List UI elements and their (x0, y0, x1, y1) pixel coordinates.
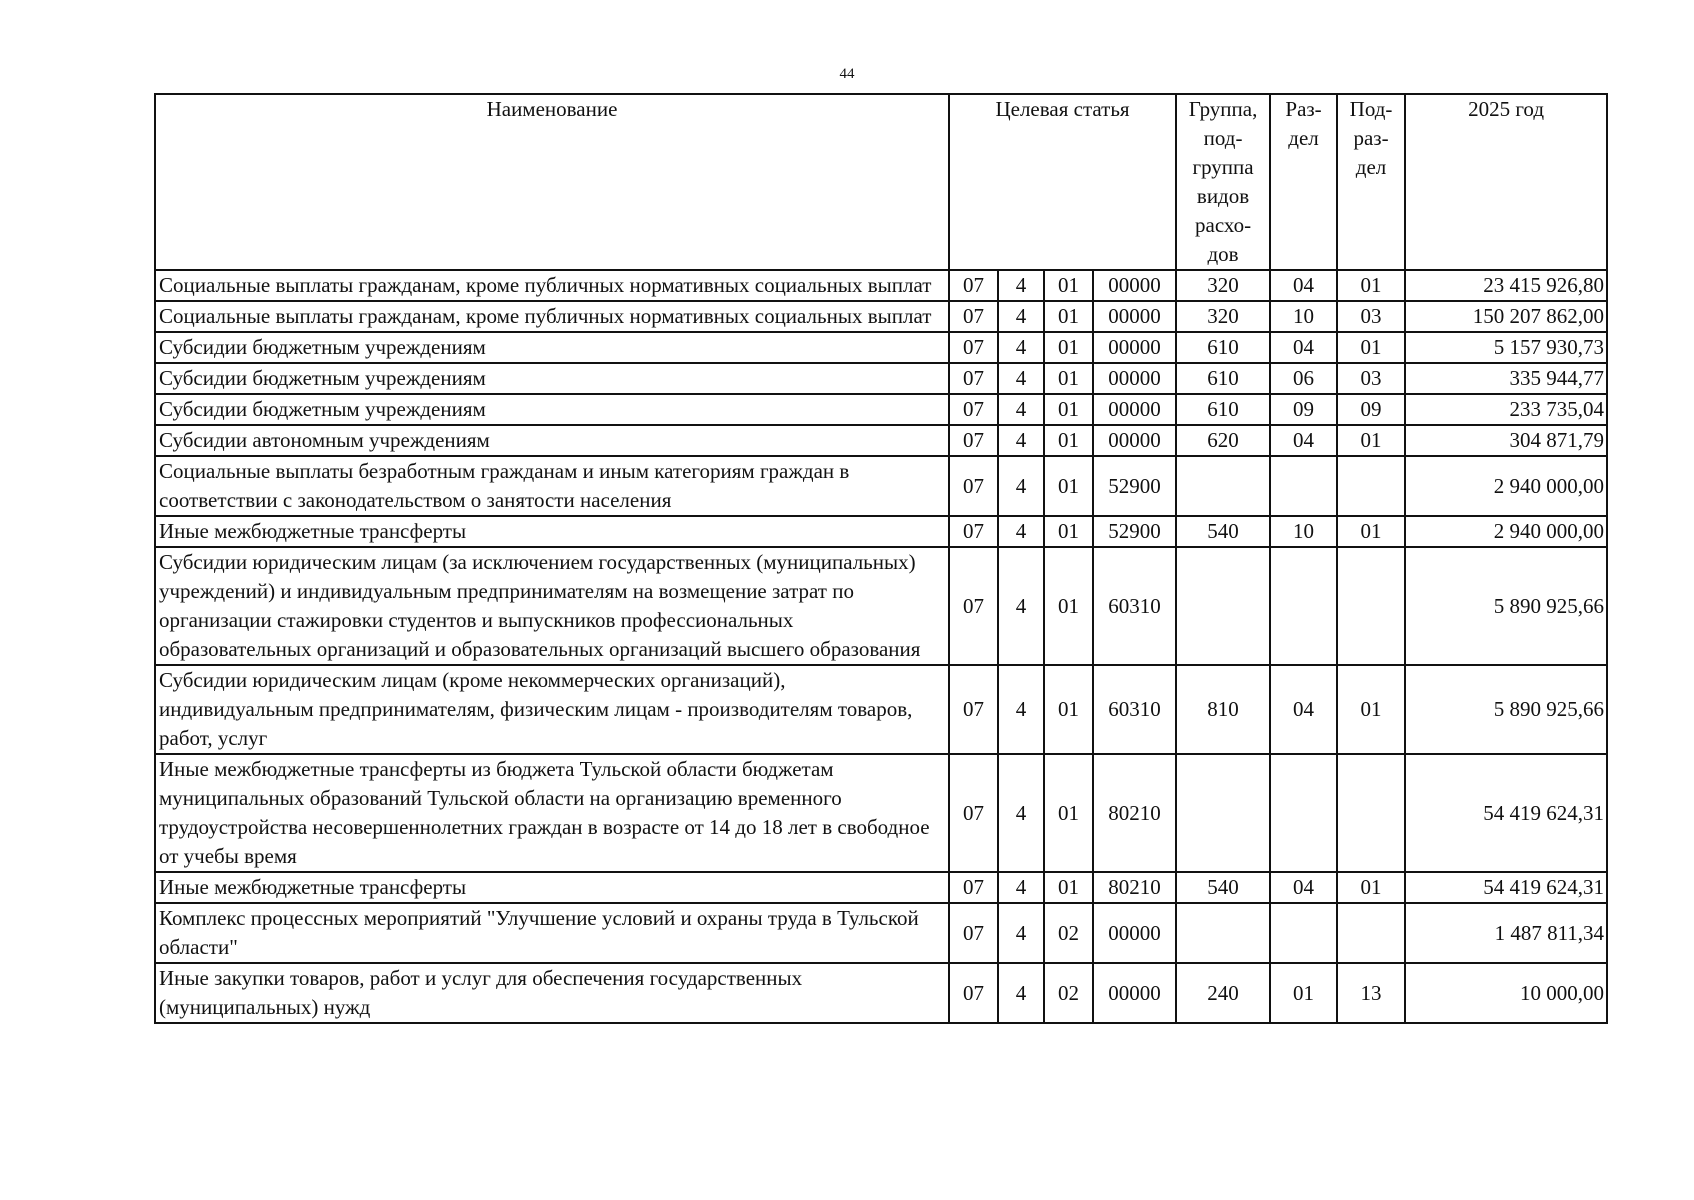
cell-target-article-type: 4 (998, 754, 1044, 872)
cell-target-article-subprogram: 01 (1044, 665, 1093, 754)
cell-name: Социальные выплаты безработным гражданам и иным категориям граждан в соответствии с законодательством о занятости населения (155, 456, 949, 516)
cell-amount-2025: 54 419 624,31 (1405, 754, 1607, 872)
cell-target-article-subprogram: 01 (1044, 363, 1093, 394)
cell-target-article-type: 4 (998, 425, 1044, 456)
cell-expense-group: 540 (1176, 516, 1270, 547)
cell-section: 04 (1270, 872, 1337, 903)
cell-target-article-program: 07 (949, 363, 998, 394)
cell-name: Субсидии автономным учреждениям (155, 425, 949, 456)
cell-target-article-program: 07 (949, 332, 998, 363)
cell-expense-group: 320 (1176, 270, 1270, 301)
cell-target-article-program: 07 (949, 425, 998, 456)
table-row (155, 301, 1607, 332)
cell-target-article-direction: 00000 (1093, 363, 1176, 394)
cell-section: 10 (1270, 516, 1337, 547)
cell-amount-2025: 150 207 862,00 (1405, 301, 1607, 332)
cell-amount-2025: 5 890 925,66 (1405, 547, 1607, 665)
cell-target-article-subprogram: 01 (1044, 547, 1093, 665)
cell-target-article-direction: 52900 (1093, 516, 1176, 547)
cell-amount-2025: 23 415 926,80 (1405, 270, 1607, 301)
cell-amount-2025: 5 157 930,73 (1405, 332, 1607, 363)
cell-target-article-direction: 60310 (1093, 665, 1176, 754)
cell-target-article-direction: 00000 (1093, 963, 1176, 1023)
cell-name: Субсидии бюджетным учреждениям (155, 363, 949, 394)
cell-section: 09 (1270, 394, 1337, 425)
table-row (155, 456, 1607, 516)
cell-section (1270, 456, 1337, 516)
cell-section (1270, 754, 1337, 872)
cell-target-article-type: 4 (998, 903, 1044, 963)
cell-section: 06 (1270, 363, 1337, 394)
cell-expense-group (1176, 456, 1270, 516)
cell-name: Иные межбюджетные трансферты (155, 872, 949, 903)
cell-target-article-subprogram: 01 (1044, 332, 1093, 363)
cell-subsection: 09 (1337, 394, 1405, 425)
cell-expense-group (1176, 903, 1270, 963)
cell-target-article-type: 4 (998, 270, 1044, 301)
cell-subsection (1337, 547, 1405, 665)
cell-target-article-type: 4 (998, 456, 1044, 516)
cell-name: Иные межбюджетные трансферты из бюджета Тульской области бюджетам муниципальных образований Тульской области на организацию временного трудоустройства несовершеннолетних граждан в возрасте от 14 до 18 лет в свободное от учебы время (155, 754, 949, 872)
cell-amount-2025: 5 890 925,66 (1405, 665, 1607, 754)
cell-target-article-type: 4 (998, 963, 1044, 1023)
cell-target-article-direction: 00000 (1093, 425, 1176, 456)
header-target-article: Целевая статья (949, 94, 1176, 270)
cell-name: Субсидии юридическим лицам (за исключением государственных (муниципальных) учреждений) и индивидуальным предпринимателям на возмещение затрат по организации стажировки студентов и выпускников профессиональных образовательных организаций и образовательных организаций высшего образования (155, 547, 949, 665)
cell-target-article-subprogram: 01 (1044, 516, 1093, 547)
cell-target-article-subprogram: 01 (1044, 456, 1093, 516)
cell-target-article-subprogram: 01 (1044, 754, 1093, 872)
table-row (155, 425, 1607, 456)
cell-target-article-program: 07 (949, 270, 998, 301)
cell-target-article-direction: 00000 (1093, 301, 1176, 332)
cell-section: 04 (1270, 665, 1337, 754)
cell-amount-2025: 304 871,79 (1405, 425, 1607, 456)
cell-section (1270, 547, 1337, 665)
cell-subsection: 01 (1337, 516, 1405, 547)
cell-section: 10 (1270, 301, 1337, 332)
header-group: Группа, под-группа видов расхо-дов (1176, 94, 1270, 270)
cell-subsection: 01 (1337, 665, 1405, 754)
table-row (155, 872, 1607, 903)
table-row (155, 270, 1607, 301)
cell-subsection: 03 (1337, 301, 1405, 332)
cell-name: Субсидии юридическим лицам (кроме некоммерческих организаций), индивидуальным предпринимателям, физическим лицам - производителям товаров, работ, услуг (155, 665, 949, 754)
cell-target-article-type: 4 (998, 394, 1044, 425)
cell-expense-group: 620 (1176, 425, 1270, 456)
cell-section: 04 (1270, 270, 1337, 301)
cell-target-article-type: 4 (998, 665, 1044, 754)
cell-name: Социальные выплаты гражданам, кроме публичных нормативных социальных выплат (155, 270, 949, 301)
cell-subsection (1337, 754, 1405, 872)
cell-expense-group: 810 (1176, 665, 1270, 754)
cell-target-article-program: 07 (949, 456, 998, 516)
cell-target-article-subprogram: 01 (1044, 270, 1093, 301)
cell-amount-2025: 2 940 000,00 (1405, 516, 1607, 547)
cell-section: 04 (1270, 332, 1337, 363)
cell-name: Иные закупки товаров, работ и услуг для обеспечения государственных (муниципальных) нужд (155, 963, 949, 1023)
cell-subsection (1337, 456, 1405, 516)
cell-target-article-type: 4 (998, 301, 1044, 332)
cell-expense-group: 240 (1176, 963, 1270, 1023)
cell-subsection (1337, 903, 1405, 963)
cell-target-article-program: 07 (949, 394, 998, 425)
table-row (155, 665, 1607, 754)
cell-subsection: 01 (1337, 270, 1405, 301)
cell-target-article-program: 07 (949, 547, 998, 665)
cell-target-article-program: 07 (949, 665, 998, 754)
cell-target-article-program: 07 (949, 301, 998, 332)
cell-expense-group: 320 (1176, 301, 1270, 332)
cell-target-article-subprogram: 02 (1044, 963, 1093, 1023)
cell-target-article-subprogram: 02 (1044, 903, 1093, 963)
cell-amount-2025: 10 000,00 (1405, 963, 1607, 1023)
cell-target-article-direction: 52900 (1093, 456, 1176, 516)
cell-expense-group: 610 (1176, 394, 1270, 425)
header-subsection: Под-раз-дел (1337, 94, 1405, 270)
table-header-row (155, 94, 1607, 270)
cell-target-article-direction: 00000 (1093, 903, 1176, 963)
cell-expense-group: 540 (1176, 872, 1270, 903)
cell-target-article-program: 07 (949, 903, 998, 963)
table-row (155, 332, 1607, 363)
cell-amount-2025: 335 944,77 (1405, 363, 1607, 394)
cell-target-article-direction: 00000 (1093, 270, 1176, 301)
table-body (155, 270, 1607, 1023)
cell-expense-group: 610 (1176, 363, 1270, 394)
cell-subsection: 01 (1337, 425, 1405, 456)
cell-name: Иные межбюджетные трансферты (155, 516, 949, 547)
cell-expense-group: 610 (1176, 332, 1270, 363)
cell-target-article-direction: 80210 (1093, 872, 1176, 903)
cell-subsection: 13 (1337, 963, 1405, 1023)
header-year: 2025 год (1405, 94, 1607, 270)
cell-target-article-type: 4 (998, 332, 1044, 363)
cell-section (1270, 903, 1337, 963)
cell-target-article-type: 4 (998, 872, 1044, 903)
table-row (155, 754, 1607, 872)
header-name: Наименование (155, 94, 949, 270)
cell-expense-group (1176, 547, 1270, 665)
cell-target-article-subprogram: 01 (1044, 301, 1093, 332)
table-row (155, 516, 1607, 547)
table-row (155, 903, 1607, 963)
cell-name: Комплекс процессных мероприятий "Улучшение условий и охраны труда в Тульской области" (155, 903, 949, 963)
cell-amount-2025: 54 419 624,31 (1405, 872, 1607, 903)
cell-subsection: 01 (1337, 872, 1405, 903)
table-row (155, 963, 1607, 1023)
cell-target-article-program: 07 (949, 963, 998, 1023)
cell-target-article-direction: 60310 (1093, 547, 1176, 665)
cell-target-article-direction: 80210 (1093, 754, 1176, 872)
cell-target-article-program: 07 (949, 754, 998, 872)
cell-target-article-type: 4 (998, 547, 1044, 665)
cell-amount-2025: 1 487 811,34 (1405, 903, 1607, 963)
cell-target-article-subprogram: 01 (1044, 394, 1093, 425)
cell-subsection: 03 (1337, 363, 1405, 394)
cell-name: Субсидии бюджетным учреждениям (155, 332, 949, 363)
cell-expense-group (1176, 754, 1270, 872)
cell-target-article-program: 07 (949, 872, 998, 903)
table-row (155, 547, 1607, 665)
header-section: Раз-дел (1270, 94, 1337, 270)
table-row (155, 394, 1607, 425)
cell-section: 04 (1270, 425, 1337, 456)
cell-amount-2025: 233 735,04 (1405, 394, 1607, 425)
cell-target-article-direction: 00000 (1093, 332, 1176, 363)
cell-target-article-subprogram: 01 (1044, 872, 1093, 903)
table-row (155, 363, 1607, 394)
cell-target-article-direction: 00000 (1093, 394, 1176, 425)
cell-target-article-subprogram: 01 (1044, 425, 1093, 456)
cell-subsection: 01 (1337, 332, 1405, 363)
cell-target-article-program: 07 (949, 516, 998, 547)
cell-name: Субсидии бюджетным учреждениям (155, 394, 949, 425)
cell-section: 01 (1270, 963, 1337, 1023)
budget-table (154, 93, 1608, 1024)
cell-amount-2025: 2 940 000,00 (1405, 456, 1607, 516)
cell-target-article-type: 4 (998, 516, 1044, 547)
cell-name: Социальные выплаты гражданам, кроме публичных нормативных социальных выплат (155, 301, 949, 332)
page-number: 44 (839, 66, 855, 82)
cell-target-article-type: 4 (998, 363, 1044, 394)
